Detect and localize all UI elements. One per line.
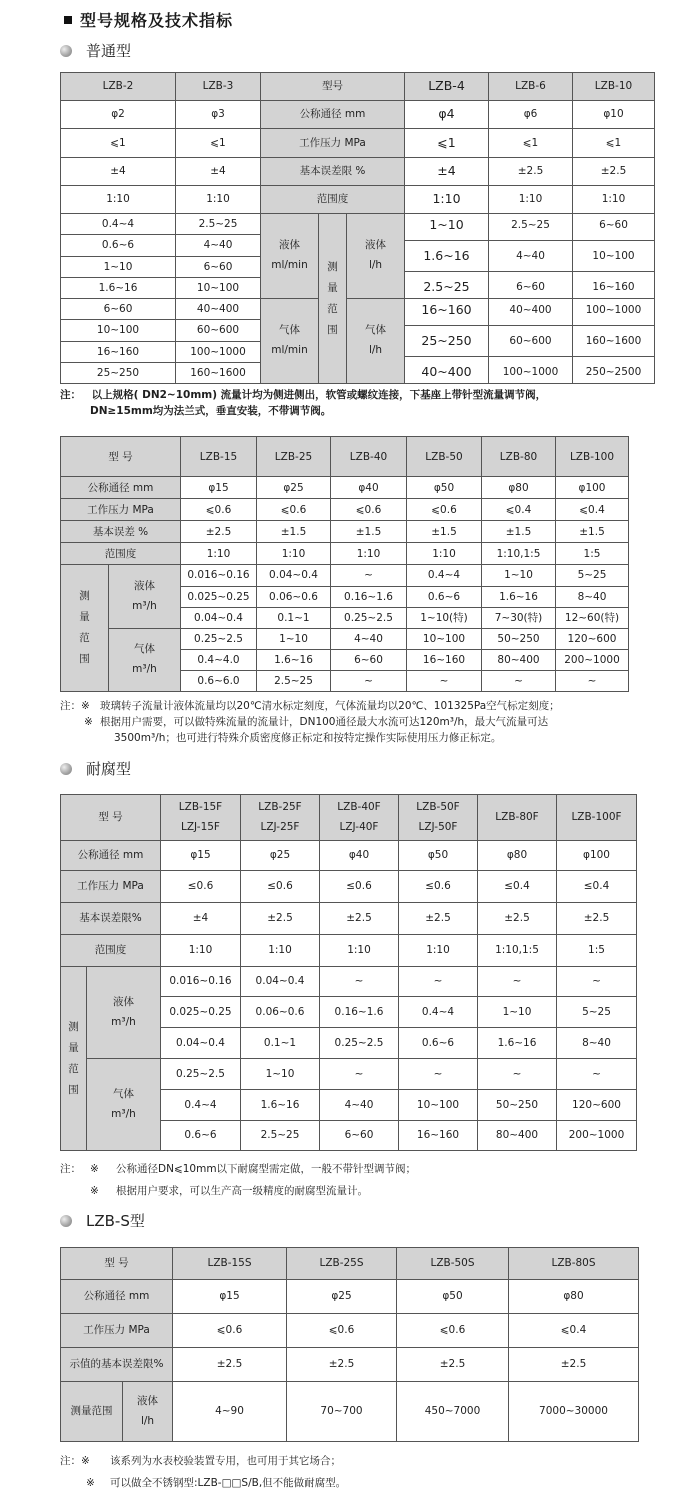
table-cell: ⩽0.4 bbox=[482, 499, 556, 521]
row-label: 基本误差 % bbox=[61, 521, 181, 543]
table-cell: 6~60 bbox=[320, 1121, 399, 1151]
circle-bullet-icon bbox=[60, 1215, 72, 1227]
table-cell: ~ bbox=[478, 967, 557, 997]
table-cell: ±2.5 bbox=[241, 903, 320, 935]
table-cell: ±2.5 bbox=[173, 1348, 287, 1382]
table-cell: 0.25~2.5 bbox=[331, 607, 407, 628]
table-cell: 1:10 bbox=[399, 935, 478, 967]
spec-table-lzb-s bbox=[60, 1247, 639, 1442]
table-cell: φ15 bbox=[173, 1280, 287, 1314]
header-cell: LZB-15 bbox=[181, 437, 257, 477]
table-cell: 80~400 bbox=[482, 649, 556, 670]
table-cell: 10~100 bbox=[176, 277, 261, 298]
table-cell: φ15 bbox=[181, 477, 257, 499]
row-label: 示值的基本误差限% bbox=[61, 1348, 173, 1382]
table-cell: 1:10 bbox=[573, 186, 655, 214]
table-cell: ~ bbox=[556, 670, 629, 691]
measure-range-label: 测量范围 bbox=[319, 214, 347, 384]
table-cell: 0.4~4 bbox=[399, 997, 478, 1028]
header-cell: LZB-6 bbox=[489, 73, 573, 101]
header-cell: LZB-2 bbox=[61, 73, 176, 101]
table-cell: 100~1000 bbox=[176, 341, 261, 362]
range-group: 40~400 60~600 100~1000 bbox=[489, 299, 573, 384]
gas-label-cell: 气体 m³/h bbox=[109, 628, 181, 691]
table-cell: 0.16~1.6 bbox=[320, 997, 399, 1028]
table-cell: 1:10 bbox=[257, 543, 331, 565]
table-cell: 0.25~2.5 bbox=[320, 1028, 399, 1059]
table-cell: 0.4~4 bbox=[161, 1090, 241, 1121]
circle-bullet-icon bbox=[60, 45, 72, 57]
table-cell: 0.25~2.5 bbox=[181, 628, 257, 649]
table-cell: 4~40 bbox=[331, 628, 407, 649]
table-cell: φ10 bbox=[573, 101, 655, 129]
table-cell: 0.4~4 bbox=[61, 214, 176, 235]
spec-table-standard-small bbox=[60, 72, 655, 384]
table-cell: ⩽1 bbox=[573, 129, 655, 158]
header-cell: LZB-25S bbox=[287, 1248, 397, 1280]
table-cell: ~ bbox=[557, 967, 637, 997]
row-label: 工作压力 MPa bbox=[61, 499, 181, 521]
table-cell: 70~700 bbox=[287, 1382, 397, 1442]
table-cell: 8~40 bbox=[556, 586, 629, 607]
table-cell: φ50 bbox=[399, 841, 478, 871]
table-cell: φ100 bbox=[557, 841, 637, 871]
header-cell: LZB-50 bbox=[407, 437, 482, 477]
table-cell: 1:10 bbox=[320, 935, 399, 967]
table-cell: 0.4~4.0 bbox=[181, 649, 257, 670]
table-cell: ~ bbox=[331, 670, 407, 691]
table-cell: ±1.5 bbox=[257, 521, 331, 543]
header-cell: 型号 bbox=[261, 73, 405, 101]
table-cell: ⩽1 bbox=[489, 129, 573, 158]
header-cell: LZB-80F bbox=[478, 795, 557, 841]
table-cell: 50~250 bbox=[478, 1090, 557, 1121]
liquid-label-cell: 液体 m³/h bbox=[109, 565, 181, 628]
header-cell: 型 号 bbox=[61, 437, 181, 477]
table-cell: ⩽0.6 bbox=[287, 1314, 397, 1348]
table-cell: ≤0.4 bbox=[478, 871, 557, 903]
table-cell: 16~160 bbox=[61, 341, 176, 362]
table-cell: φ15 bbox=[161, 841, 241, 871]
table-cell: ±4 bbox=[161, 903, 241, 935]
table-cell: ⩽0.6 bbox=[181, 499, 257, 521]
table-cell: ±2.5 bbox=[573, 158, 655, 186]
table-cell: 6~60 bbox=[331, 649, 407, 670]
table-cell: ±1.5 bbox=[331, 521, 407, 543]
table-cell: 120~600 bbox=[557, 1090, 637, 1121]
table-cell: 1:10,1:5 bbox=[478, 935, 557, 967]
table-cell: φ40 bbox=[331, 477, 407, 499]
table-cell: 1~10 bbox=[241, 1059, 320, 1090]
table-cell: 0.06~0.6 bbox=[241, 997, 320, 1028]
header-cell: LZB-50S bbox=[397, 1248, 509, 1280]
table-cell: 1~10 bbox=[478, 997, 557, 1028]
table-cell: 4~90 bbox=[173, 1382, 287, 1442]
row-label: 公称通径 mm bbox=[61, 1280, 173, 1314]
table-cell: 1:10 bbox=[405, 186, 489, 214]
table-cell: ±2.5 bbox=[397, 1348, 509, 1382]
table-cell: 7~30(特) bbox=[482, 607, 556, 628]
table-cell: 16~160 bbox=[407, 649, 482, 670]
table-cell: 0.6~6 bbox=[161, 1121, 241, 1151]
table-cell: ⩽0.6 bbox=[173, 1314, 287, 1348]
table-cell: 1~10(特) bbox=[407, 607, 482, 628]
table-cell: φ25 bbox=[257, 477, 331, 499]
range-group: 1~10 1.6~16 2.5~25 bbox=[405, 214, 489, 299]
row-label: 基本误差限% bbox=[61, 903, 161, 935]
table-cell: 1:10 bbox=[407, 543, 482, 565]
table-cell: ±1.5 bbox=[407, 521, 482, 543]
page-title: 型号规格及技术指标 bbox=[64, 8, 233, 31]
table-cell: 2.5~25 bbox=[176, 214, 261, 235]
section-heading-corrosion: 耐腐型 bbox=[60, 758, 131, 779]
table-cell: 0.06~0.6 bbox=[257, 586, 331, 607]
table-cell: 0.6~6.0 bbox=[181, 670, 257, 691]
table-cell: ±1.5 bbox=[556, 521, 629, 543]
table-cell: ±4 bbox=[405, 158, 489, 186]
table-cell: ±2.5 bbox=[509, 1348, 639, 1382]
header-cell: LZB-15S bbox=[173, 1248, 287, 1280]
table-cell: 1:10 bbox=[176, 186, 261, 214]
range-group: 16~160 25~250 40~400 bbox=[405, 299, 489, 384]
table-cell: ±2.5 bbox=[181, 521, 257, 543]
table-cell: 4~40 bbox=[320, 1090, 399, 1121]
row-label: 基本误差限 % bbox=[261, 158, 405, 186]
table-cell: φ80 bbox=[478, 841, 557, 871]
header-cell: LZB-40F LZJ-40F bbox=[320, 795, 399, 841]
table-cell: 0.04~0.4 bbox=[181, 607, 257, 628]
table-cell: ±2.5 bbox=[478, 903, 557, 935]
table-cell: φ2 bbox=[61, 101, 176, 129]
table-cell: 0.016~0.16 bbox=[181, 565, 257, 586]
row-label: 公称通径 mm bbox=[61, 841, 161, 871]
table-cell: φ50 bbox=[397, 1280, 509, 1314]
table-cell: ~ bbox=[482, 670, 556, 691]
header-cell: LZB-100 bbox=[556, 437, 629, 477]
table-cell: 0.04~0.4 bbox=[257, 565, 331, 586]
table-cell: 1:10 bbox=[181, 543, 257, 565]
note-corrosion: 注： ※ 公称通径DN⩽10mm以下耐腐型需定做，一般不带针型调节阀； ※ 根据用户要求，可以生产高一级精度的耐腐型流量计。 bbox=[60, 1163, 417, 1197]
table-cell: 5~25 bbox=[556, 565, 629, 586]
table-cell: ⩽0.6 bbox=[407, 499, 482, 521]
table-cell: 200~1000 bbox=[557, 1121, 637, 1151]
table-cell: 0.04~0.4 bbox=[161, 1028, 241, 1059]
table-cell: ⩽0.6 bbox=[331, 499, 407, 521]
section-heading-lzb-s: LZB-S型 bbox=[60, 1210, 145, 1231]
table-cell: 7000~30000 bbox=[509, 1382, 639, 1442]
table-cell: ⩽0.4 bbox=[556, 499, 629, 521]
table-cell: 200~1000 bbox=[556, 649, 629, 670]
header-cell: LZB-10 bbox=[573, 73, 655, 101]
table-cell: ⩽0.4 bbox=[509, 1314, 639, 1348]
table-cell: φ100 bbox=[556, 477, 629, 499]
table-cell: 0.025~0.25 bbox=[161, 997, 241, 1028]
table-cell: 1.6~16 bbox=[257, 649, 331, 670]
table-cell: 40~400 bbox=[176, 299, 261, 320]
table-cell: 0.25~2.5 bbox=[161, 1059, 241, 1090]
row-label: 范围度 bbox=[261, 186, 405, 214]
section-heading-standard: 普通型 bbox=[60, 40, 131, 61]
table-cell: 0.016~0.16 bbox=[161, 967, 241, 997]
row-label: 范围度 bbox=[61, 543, 181, 565]
table-cell: ±2.5 bbox=[557, 903, 637, 935]
row-label: 公称通径 mm bbox=[61, 477, 181, 499]
table-cell: 16~160 bbox=[399, 1121, 478, 1151]
table-cell: ±2.5 bbox=[287, 1348, 397, 1382]
row-label: 工作压力 MPa bbox=[61, 1314, 173, 1348]
range-group: 100~1000 160~1600 250~2500 bbox=[573, 299, 655, 384]
table-cell: φ25 bbox=[287, 1280, 397, 1314]
table-cell: φ3 bbox=[176, 101, 261, 129]
measure-range-label: 测量范围 bbox=[61, 967, 87, 1151]
row-label: 公称通径 mm bbox=[261, 101, 405, 129]
note-lzb-s: 注：※ 该系列为水表校验装置专用，也可用于其它场合； ※ 可以做全不锈钢型:LZB-□□S/B,但不能做耐腐型。 bbox=[60, 1455, 347, 1489]
liquid-label-cell: 液体 l/h bbox=[123, 1382, 173, 1442]
row-label: 工作压力 MPa bbox=[261, 129, 405, 158]
table-cell: ~ bbox=[331, 565, 407, 586]
range-group: 6~60 10~100 16~160 bbox=[573, 214, 655, 299]
liquid-label-cell: 液体 l/h bbox=[347, 214, 405, 299]
table-cell: 120~600 bbox=[556, 628, 629, 649]
table-cell: 1.6~16 bbox=[241, 1090, 320, 1121]
gas-label-cell: 气体 ml/min bbox=[261, 299, 319, 384]
table-cell: 0.6~6 bbox=[61, 235, 176, 256]
table-cell: 1:10 bbox=[331, 543, 407, 565]
table-cell: 5~25 bbox=[557, 997, 637, 1028]
table-cell: 8~40 bbox=[557, 1028, 637, 1059]
table-cell: 2.5~25 bbox=[257, 670, 331, 691]
header-cell: LZB-15F LZJ-15F bbox=[161, 795, 241, 841]
table-cell: ⩽1 bbox=[61, 129, 176, 158]
header-cell: LZB-80 bbox=[482, 437, 556, 477]
table-cell: ~ bbox=[320, 967, 399, 997]
table-cell: 1~10 bbox=[257, 628, 331, 649]
table-cell: ±1.5 bbox=[482, 521, 556, 543]
table-cell: 0.6~6 bbox=[407, 586, 482, 607]
table-cell: ⩽0.6 bbox=[257, 499, 331, 521]
gas-label-cell: 气体 m³/h bbox=[87, 1059, 161, 1151]
gas-label-cell: 气体 l/h bbox=[347, 299, 405, 384]
square-bullet-icon bbox=[64, 16, 72, 24]
header-cell: LZB-25F LZJ-25F bbox=[241, 795, 320, 841]
table-cell: ≤0.6 bbox=[320, 871, 399, 903]
table-cell: 0.16~1.6 bbox=[331, 586, 407, 607]
table-cell: φ25 bbox=[241, 841, 320, 871]
table-cell: 10~100 bbox=[61, 320, 176, 341]
table-cell: 10~100 bbox=[399, 1090, 478, 1121]
table-cell: ≤0.6 bbox=[241, 871, 320, 903]
liquid-label-cell: 液体 m³/h bbox=[87, 967, 161, 1059]
table-cell: 1:10 bbox=[241, 935, 320, 967]
table-cell: 1.6~16 bbox=[61, 277, 176, 298]
table-cell: φ4 bbox=[405, 101, 489, 129]
table-cell: ≤0.4 bbox=[557, 871, 637, 903]
table-cell: 6~60 bbox=[176, 256, 261, 277]
table-cell: ≤0.6 bbox=[399, 871, 478, 903]
measure-range-label: 测量范围 bbox=[61, 1382, 123, 1442]
table-cell: ±2.5 bbox=[399, 903, 478, 935]
header-cell: LZB-3 bbox=[176, 73, 261, 101]
table-cell: 1:10 bbox=[489, 186, 573, 214]
table-cell: ⩽0.6 bbox=[397, 1314, 509, 1348]
table-cell: 1~10 bbox=[61, 256, 176, 277]
table-cell: ⩽1 bbox=[176, 129, 261, 158]
table-cell: φ40 bbox=[320, 841, 399, 871]
note-standard: 注： 以上规格( DN2~10mm) 流量计均为侧进侧出，软管或螺纹连接，下基座上带针型流量调节阀， DN≥15mm均为法兰式，垂直安装，不带调节阀。 bbox=[60, 389, 547, 417]
table-cell: φ80 bbox=[509, 1280, 639, 1314]
table-cell: 160~1600 bbox=[176, 362, 261, 383]
table-cell: 0.1~1 bbox=[257, 607, 331, 628]
row-label: 范围度 bbox=[61, 935, 161, 967]
table-cell: 1:5 bbox=[556, 543, 629, 565]
row-label: 工作压力 MPa bbox=[61, 871, 161, 903]
table-cell: 6~60 bbox=[61, 299, 176, 320]
table-cell: ~ bbox=[478, 1059, 557, 1090]
table-cell: 2.5~25 bbox=[241, 1121, 320, 1151]
table-cell: ~ bbox=[320, 1059, 399, 1090]
range-group: 2.5~25 4~40 6~60 bbox=[489, 214, 573, 299]
table-cell: ±2.5 bbox=[489, 158, 573, 186]
table-cell: ~ bbox=[399, 967, 478, 997]
table-cell: 0.4~4 bbox=[407, 565, 482, 586]
table-cell: 50~250 bbox=[482, 628, 556, 649]
measure-range-label: 测量范围 bbox=[61, 565, 109, 692]
table-cell: 1~10 bbox=[482, 565, 556, 586]
table-cell: φ80 bbox=[482, 477, 556, 499]
header-cell: LZB-100F bbox=[557, 795, 637, 841]
note-standard-2: 注：※ 玻璃转子流量计液体流量均以20℃清水标定刻度，气体流量均以20℃、101325Pa空气标定刻度； ※ 根据用户需要，可以做特殊流量的流量计，DN100通径最大水流可达120m³/h，最大气流量可达 3500m³/h；也可进行特殊介质密度修正标定和按特定操作实际使用压力修正标定。 bbox=[60, 700, 560, 744]
spec-table-corrosion bbox=[60, 794, 637, 1151]
table-cell: ~ bbox=[399, 1059, 478, 1090]
table-cell: 10~100 bbox=[407, 628, 482, 649]
table-cell: 0.04~0.4 bbox=[241, 967, 320, 997]
table-cell: 1.6~16 bbox=[482, 586, 556, 607]
table-cell: 80~400 bbox=[478, 1121, 557, 1151]
table-cell: ≤0.6 bbox=[161, 871, 241, 903]
table-cell: φ50 bbox=[407, 477, 482, 499]
circle-bullet-icon bbox=[60, 763, 72, 775]
table-cell: φ6 bbox=[489, 101, 573, 129]
table-cell: ±4 bbox=[176, 158, 261, 186]
table-cell: 0.1~1 bbox=[241, 1028, 320, 1059]
table-cell: 4~40 bbox=[176, 235, 261, 256]
table-cell: 0.6~6 bbox=[399, 1028, 478, 1059]
table-cell: ⩽1 bbox=[405, 129, 489, 158]
header-cell: LZB-40 bbox=[331, 437, 407, 477]
table-cell: 60~600 bbox=[176, 320, 261, 341]
table-cell: 1.6~16 bbox=[478, 1028, 557, 1059]
header-cell: LZB-80S bbox=[509, 1248, 639, 1280]
table-cell: 25~250 bbox=[61, 362, 176, 383]
table-cell: 450~7000 bbox=[397, 1382, 509, 1442]
table-cell: 1:10 bbox=[61, 186, 176, 214]
table-cell: 1:10,1:5 bbox=[482, 543, 556, 565]
table-cell: 1:5 bbox=[557, 935, 637, 967]
table-cell: ~ bbox=[407, 670, 482, 691]
table-cell: ±2.5 bbox=[320, 903, 399, 935]
table-cell: 0.025~0.25 bbox=[181, 586, 257, 607]
header-cell: 型 号 bbox=[61, 1248, 173, 1280]
liquid-label-cell: 液体 ml/min bbox=[261, 214, 319, 299]
table-cell: ±4 bbox=[61, 158, 176, 186]
header-cell: LZB-25 bbox=[257, 437, 331, 477]
spec-table-standard-large bbox=[60, 436, 629, 692]
table-cell: 12~60(特) bbox=[556, 607, 629, 628]
header-cell: LZB-4 bbox=[405, 73, 489, 101]
table-cell: ~ bbox=[557, 1059, 637, 1090]
table-cell: 1:10 bbox=[161, 935, 241, 967]
header-cell: LZB-50F LZJ-50F bbox=[399, 795, 478, 841]
header-cell: 型 号 bbox=[61, 795, 161, 841]
